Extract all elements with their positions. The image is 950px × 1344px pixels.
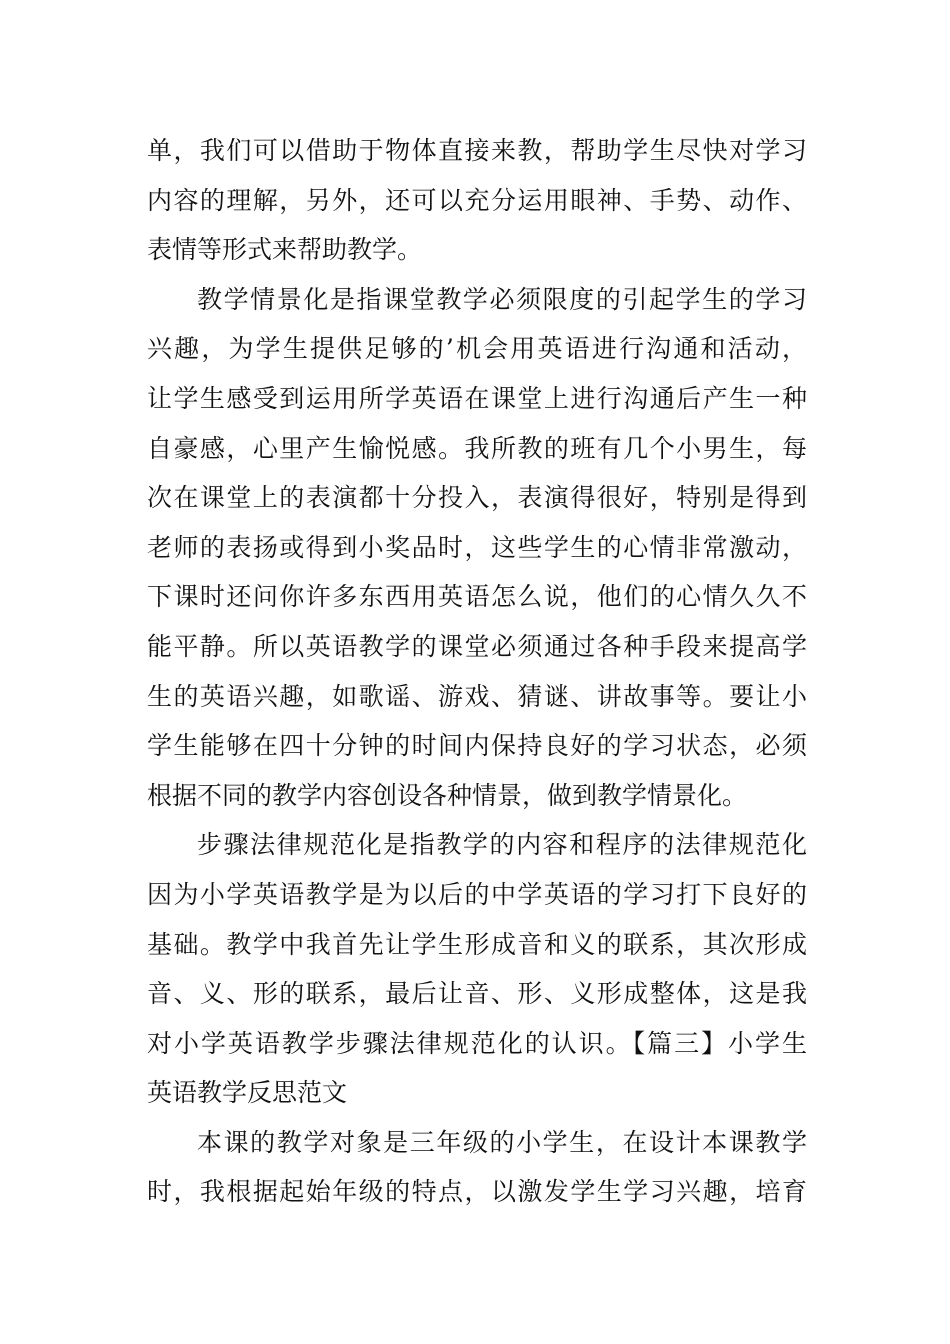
text-line: 对小学英语教学步骤法律规范化的认识。【篇三】小学生 <box>147 1028 807 1058</box>
text-line: 根据不同的教学内容创设各种情景，做到教学情景化。 <box>147 780 748 810</box>
text-line: 单，我们可以借助于物体直接来教，帮助学生尽快对学习 <box>147 136 807 165</box>
text-line: 学生能够在四十分钟的时间内保持良好的学习状态，必须 <box>147 731 807 761</box>
text-line: 兴趣，为学生提供足够的’机会用英语进行沟通和活动， <box>147 334 807 364</box>
text-line: 次在课堂上的表演都十分投入，表演得很好，特别是得到 <box>147 483 807 513</box>
text-line: 因为小学英语教学是为以后的中学英语的学习打下良好的 <box>147 879 807 909</box>
text-line: 让学生感受到运用所学英语在课堂上进行沟通后产生一种 <box>147 383 807 413</box>
text-line: 表情等形式来帮助教学。 <box>147 235 423 265</box>
paragraph-first-line: 教学情景化是指课堂教学必须限度的引起学生的学习 <box>197 284 807 314</box>
text-line: 内容的理解，另外，还可以充分运用眼神、手势、动作、 <box>147 185 807 215</box>
text-line: 英语教学反思范文 <box>147 1078 348 1108</box>
text-line: 基础。教学中我首先让学生形成音和义的联系，其次形成 <box>147 929 807 959</box>
text-line: 能平静。所以英语教学的课堂必须通过各种手段来提高学 <box>147 631 807 661</box>
paragraph-first-line: 本课的教学对象是三年级的小学生，在设计本课教学 <box>197 1127 807 1157</box>
text-line: 生的英语兴趣，如歌谣、游戏、猜谜、讲故事等。要让小 <box>147 681 807 711</box>
text-line: 音、义、形的联系，最后让音、形、义形成整体，这是我 <box>147 979 807 1009</box>
paragraph-first-line: 步骤法律规范化是指教学的内容和程序的法律规范化 <box>197 830 807 860</box>
text-line: 老师的表扬或得到小奖品时，这些学生的心情非常激动， <box>147 532 807 562</box>
text-line: 自豪感，心里产生愉悦感。我所教的班有几个小男生，每 <box>147 433 807 463</box>
text-line: 下课时还问你许多东西用英语怎么说，他们的心情久久不 <box>147 582 807 612</box>
text-line: 时，我根据起始年级的特点，以激发学生学习兴趣，培育 <box>147 1177 807 1207</box>
document-body <box>147 126 807 1217</box>
